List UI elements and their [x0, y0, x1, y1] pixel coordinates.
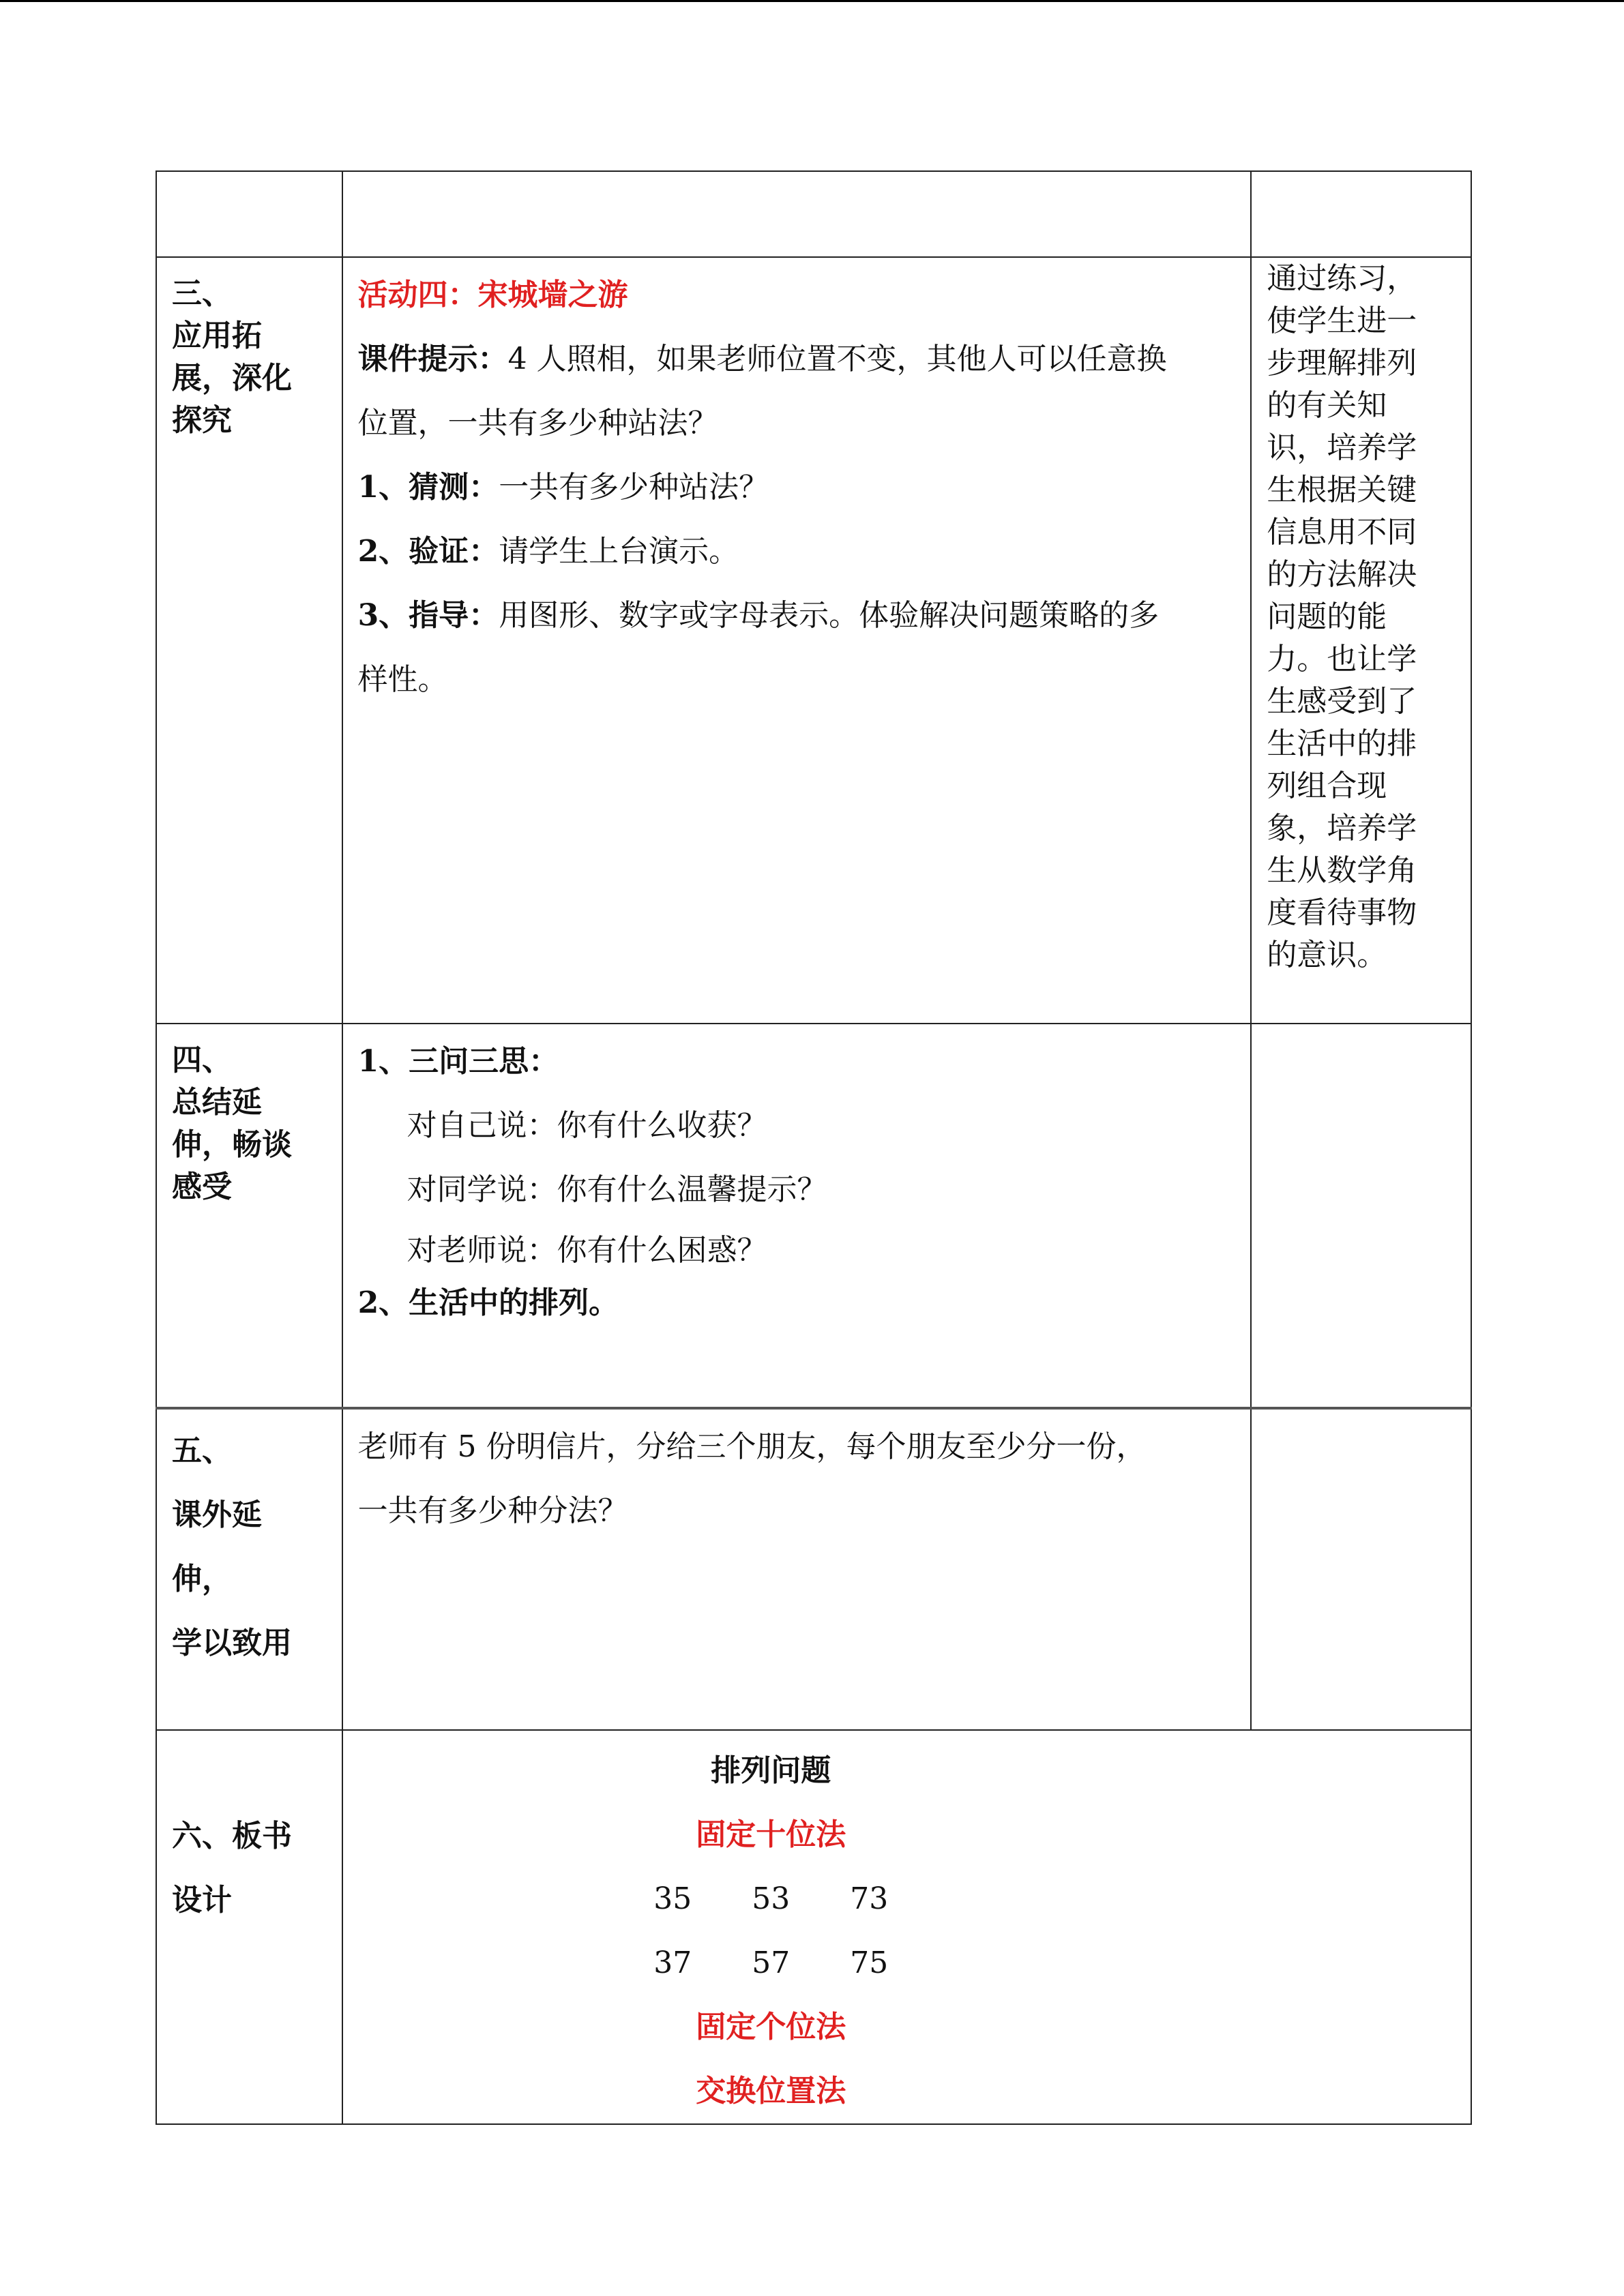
- stage-line: 伸，畅谈: [172, 1127, 292, 1162]
- content-cell-summary: [342, 1024, 1252, 1408]
- step-guess: [358, 456, 1236, 520]
- note-line: 生从数学角: [1267, 853, 1417, 888]
- stage-line: 设计: [172, 1883, 232, 1918]
- stage-cell-empty: [156, 171, 342, 257]
- note-line: 的意识。: [1267, 938, 1387, 972]
- note-line: 问题的能: [1267, 599, 1387, 634]
- stage-line: 三、: [172, 276, 232, 311]
- step-verify-label: 2、验证：: [357, 534, 499, 569]
- step-guide-label: 3、指导：: [357, 598, 499, 633]
- extension-question-line: 一共有多少种分法？: [357, 1493, 628, 1528]
- board-title: 排列问题: [711, 1753, 831, 1788]
- summary-item-one-text: 1、三问三思：: [357, 1044, 559, 1079]
- table-row-board: [156, 1730, 1471, 2124]
- stage-line: 五、: [172, 1433, 232, 1468]
- step-guide: [358, 584, 1236, 648]
- summary-item-two: 2、生活中的排列。: [357, 1285, 619, 1320]
- stage-cell-extension: [156, 1408, 342, 1730]
- summary-sub-self: 对自己说：你有什么收获？: [407, 1108, 767, 1143]
- board-number-row: [358, 1931, 1184, 1995]
- note-line: 度看待事物: [1267, 895, 1417, 930]
- page-top-rule: [0, 0, 1624, 2]
- summary-sub-classmate: 对同学说：你有什么温馨提示？: [407, 1172, 827, 1207]
- board-number-row: [358, 1867, 1184, 1931]
- stage-line: 六、板书: [172, 1819, 292, 1853]
- board-design-cell: [342, 1730, 1471, 2124]
- stage-cell-application: [156, 257, 342, 1024]
- note-cell-summary: [1251, 1024, 1471, 1408]
- note-line: 通过练习，: [1267, 261, 1417, 296]
- content-cell-empty: [342, 171, 1252, 257]
- board-method-swap: 交换位置法: [696, 2074, 846, 2108]
- board-number: 37: [653, 1945, 692, 1980]
- note-line: 列组合现: [1267, 769, 1387, 803]
- stage-line: 四、: [172, 1043, 232, 1077]
- board-number: 75: [850, 1945, 889, 1980]
- prompt-text-continued: 位置，一共有多少种站法？: [357, 406, 718, 441]
- board-number: 53: [752, 1881, 791, 1916]
- note-cell-extension: [1251, 1408, 1471, 1730]
- note-line: 象，培养学: [1267, 811, 1417, 846]
- prompt-label: 课件提示：: [357, 342, 508, 376]
- prompt-text: 4 人照相，如果老师位置不变，其他人可以任意换: [507, 342, 1167, 376]
- board-number: 35: [653, 1881, 692, 1916]
- step-verify-text: 请学生上台演示。: [499, 534, 739, 569]
- stage-cell-summary: [156, 1024, 342, 1408]
- stage-line: 感受: [172, 1169, 232, 1204]
- step-guide-continued: 样性。: [357, 662, 448, 697]
- note-cell-application: [1251, 257, 1471, 1024]
- stage-line: 学以致用: [172, 1626, 292, 1660]
- activity-title: 活动四：宋城墙之游: [357, 278, 628, 312]
- lesson-plan-table: [156, 170, 1472, 2125]
- board-number: 73: [850, 1881, 889, 1916]
- note-line: 信息用不同: [1267, 515, 1417, 550]
- note-line: 生根据关键: [1267, 473, 1417, 507]
- note-cell-empty: [1251, 171, 1471, 257]
- table-row-empty: [156, 171, 1471, 257]
- stage-line: 课外延: [172, 1497, 262, 1532]
- prompt-paragraph: [358, 327, 1236, 391]
- summary-sub-teacher: 对老师说：你有什么困惑？: [407, 1233, 767, 1268]
- table-row-application: [156, 257, 1471, 1024]
- board-method-ones: 固定个位法: [696, 2010, 846, 2044]
- step-guess-label: 1、猜测：: [357, 470, 499, 505]
- board-method-tens: 固定十位法: [696, 1817, 846, 1852]
- stage-line: 总结延: [172, 1085, 262, 1120]
- table-row-summary: [156, 1024, 1471, 1408]
- step-guide-text: 用图形、数字或字母表示。体验解决问题策略的多: [499, 598, 1160, 633]
- note-line: 的方法解决: [1267, 557, 1417, 592]
- board-number: 57: [752, 1945, 791, 1980]
- note-line: 力。也让学: [1267, 642, 1417, 676]
- note-line: 的有关知: [1267, 388, 1387, 423]
- note-line: 生感受到了: [1267, 684, 1417, 719]
- extension-question-line: 老师有 5 份明信片，分给三个朋友，每个朋友至少分一份，: [357, 1429, 1147, 1464]
- step-verify: [358, 520, 1236, 584]
- note-line: 识，培养学: [1267, 430, 1417, 465]
- note-line: 使学生进一: [1267, 303, 1417, 338]
- table-row-extension: [156, 1408, 1471, 1730]
- note-line: 步理解排列: [1267, 346, 1417, 381]
- step-guess-text: 一共有多少种站法？: [499, 470, 769, 505]
- content-cell-extension: [342, 1408, 1252, 1730]
- stage-line: 伸，: [172, 1562, 232, 1596]
- stage-cell-board: [156, 1730, 342, 2124]
- summary-item-one: [358, 1030, 1236, 1094]
- stage-line: 展，深化: [172, 361, 292, 396]
- stage-line: 应用拓: [172, 318, 262, 353]
- stage-line: 探究: [172, 403, 232, 438]
- note-line: 生活中的排: [1267, 726, 1417, 761]
- content-cell-application: [342, 257, 1252, 1024]
